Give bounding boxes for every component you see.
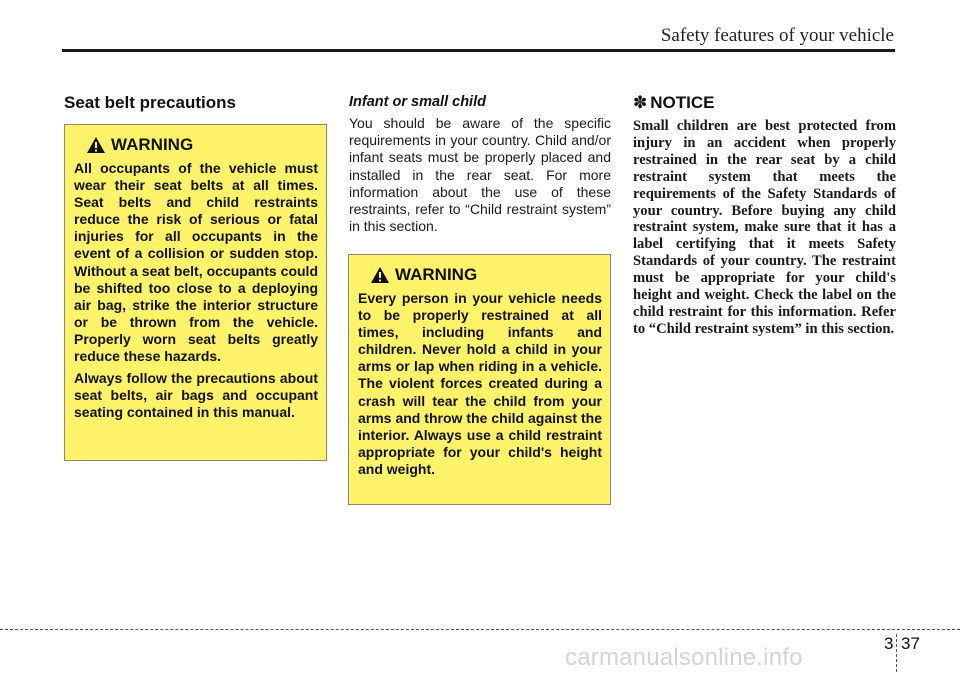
watermark: carmanualsonline.info xyxy=(565,644,803,671)
warning-triangle-icon xyxy=(86,136,106,154)
warning-text: Every person in your vehicle needs to be properly restrained at all times, including infants and children. Never hold a child in your arms or lap when riding in a vehicle. The violent forces created during a crash will tear the child from your arms and throw the child against the interior. Always use a child restraint appropriate for your child's height and weight. xyxy=(358,290,602,477)
header-title: Safety features of your vehicle xyxy=(660,25,894,46)
header-rule xyxy=(62,49,895,52)
notice-heading xyxy=(633,93,714,113)
page-number: 37 xyxy=(901,634,920,653)
sub-heading: Infant or small child xyxy=(349,94,486,110)
warning-text: All occupants of the vehicle must wear their seat belts at all times. Seat belts and child restraints reduce the risk of serious or fatal injuries for all occupants in the event of a collision or sudden stop. Without a seat belt, occupants could be shifted too close to a deploying air bag, strike the interior structure or be thrown from the vehicle. Properly worn seat belts greatly reduce these hazards. xyxy=(74,160,318,365)
warning-title-row xyxy=(370,265,602,285)
warning-title: WARNING xyxy=(395,265,478,284)
warning-box-seat-belts xyxy=(64,124,327,461)
notice-star-icon: ✽ xyxy=(633,93,648,112)
warning-box-infant xyxy=(348,254,611,505)
warning-triangle-icon xyxy=(370,266,390,284)
warning-title-row xyxy=(86,135,318,155)
chapter-number: 3 xyxy=(884,634,894,653)
body-paragraph: You should be aware of the specific requirements in your country. Child and/or infant seats must be properly placed and installed in the rear seat. For more information about the use of these restraints, refer to “Child restraint system” in this section. xyxy=(349,115,611,235)
notice-paragraph: Small children are best protected from injury in an accident when properly restrained in the rear seat by a child restraint system that meets the requirements of the Safety Standards of your country. Before buying any child restraint system, make sure that it has a label certifying that it meets Safety Standards of your country. The restraint must be appropriate for your child's height and weight. Check the label on the child restraint for this information. Refer to “Child restraint system” in this section. xyxy=(633,118,896,337)
section-heading: Seat belt precautions xyxy=(64,93,236,112)
footer-rule xyxy=(0,629,960,630)
page-separator xyxy=(896,634,897,672)
notice-title: NOTICE xyxy=(650,93,715,112)
warning-text: Always follow the precautions about seat belts, air bags and occupant seating contained in this manual. xyxy=(74,370,318,421)
warning-title: WARNING xyxy=(111,135,194,154)
